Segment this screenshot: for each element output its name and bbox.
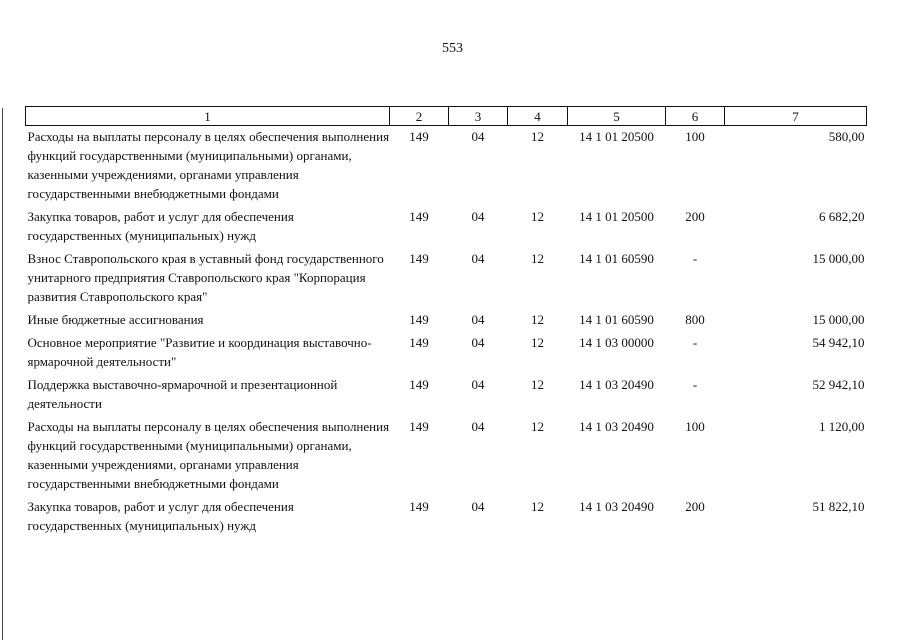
target-article-code: 14 1 03 20490 [579, 419, 654, 434]
amount-value: 15 000,00 [812, 251, 865, 266]
target-article-code: 14 1 03 20490 [579, 499, 654, 514]
table-row [26, 333, 867, 375]
expense-type-code: 200 [685, 209, 705, 224]
subsection-code: 12 [531, 335, 544, 350]
column-header: 3 [449, 107, 508, 126]
row-description: Расходы на выплаты персоналу в целях обеспечения выполнения функций государственными (муниципальными) органами, казенными учреждениями, органами управления государственными внебюджетными фондами [27, 129, 390, 201]
amount-value: 580,00 [828, 129, 865, 144]
target-article-code: 14 1 03 20490 [579, 377, 654, 392]
row-description: Закупка товаров, работ и услуг для обеспечения государственных (муниципальных) нужд [27, 209, 294, 243]
amount-value: 51 822,10 [812, 499, 865, 514]
expense-type-code: 800 [685, 312, 705, 327]
target-article-code: 14 1 01 20500 [579, 209, 654, 224]
amount-value: 54 942,10 [812, 335, 865, 350]
section-code: 04 [471, 312, 485, 327]
expense-type-code: - [692, 335, 698, 350]
column-header: 1 [26, 107, 390, 126]
expense-type-code: - [692, 251, 698, 266]
table-row [26, 207, 867, 249]
table-row [26, 375, 867, 417]
table-row [26, 497, 867, 539]
section-code: 04 [471, 419, 485, 434]
target-article-code: 14 1 01 60590 [579, 251, 654, 266]
page-number: 553 [442, 41, 463, 56]
row-description: Расходы на выплаты персоналу в целях обеспечения выполнения функций государственными (муниципальными) органами, казенными учреждениями, органами управления государственными внебюджетными фондами [27, 419, 390, 491]
amount-value: 1 120,00 [819, 419, 865, 434]
section-code: 04 [471, 251, 485, 266]
section-code: 04 [471, 499, 485, 514]
section-code: 04 [471, 209, 485, 224]
subsection-code: 12 [531, 209, 544, 224]
target-article-code: 14 1 01 60590 [579, 312, 654, 327]
table-body [26, 126, 867, 540]
ministry-code: 149 [409, 251, 429, 266]
target-article-code: 14 1 03 00000 [579, 335, 654, 350]
margin-rule [2, 108, 3, 640]
budget-table [25, 106, 867, 539]
subsection-code: 12 [531, 312, 544, 327]
row-description: Закупка товаров, работ и услуг для обеспечения государственных (муниципальных) нужд [27, 499, 294, 533]
column-number-row [26, 107, 867, 126]
subsection-code: 12 [531, 251, 544, 266]
ministry-code: 149 [409, 377, 429, 392]
table-row [26, 310, 867, 333]
table-row [26, 126, 867, 208]
column-header: 5 [568, 107, 666, 126]
row-description: Иные бюджетные ассигнования [27, 312, 204, 327]
expense-type-code: 200 [685, 499, 705, 514]
ministry-code: 149 [409, 335, 429, 350]
column-header: 7 [725, 107, 867, 126]
subsection-code: 12 [531, 377, 544, 392]
column-header: 6 [666, 107, 725, 126]
table-row [26, 417, 867, 497]
subsection-code: 12 [531, 129, 544, 144]
ministry-code: 149 [409, 209, 429, 224]
column-header: 2 [390, 107, 449, 126]
subsection-code: 12 [531, 499, 544, 514]
ministry-code: 149 [409, 499, 429, 514]
ministry-code: 149 [409, 129, 429, 144]
subsection-code: 12 [531, 419, 544, 434]
column-header: 4 [508, 107, 568, 126]
expense-type-code: 100 [685, 129, 705, 144]
section-code: 04 [471, 129, 485, 144]
target-article-code: 14 1 01 20500 [579, 129, 654, 144]
table-row [26, 249, 867, 310]
amount-value: 6 682,20 [819, 209, 865, 224]
section-code: 04 [471, 335, 485, 350]
amount-value: 52 942,10 [812, 377, 865, 392]
section-code: 04 [471, 377, 485, 392]
expense-type-code: - [692, 377, 698, 392]
ministry-code: 149 [409, 419, 429, 434]
ministry-code: 149 [409, 312, 429, 327]
row-description: Взнос Ставропольского края в уставный фонд государственного унитарного предприятия Ставропольского края "Корпорация развития Ставропольского края" [27, 251, 384, 304]
row-description: Основное мероприятие "Развитие и координация выставочно-ярмарочной деятельности" [27, 335, 372, 369]
expense-type-code: 100 [685, 419, 705, 434]
amount-value: 15 000,00 [812, 312, 865, 327]
row-description: Поддержка выставочно-ярмарочной и презентационной деятельности [27, 377, 338, 411]
